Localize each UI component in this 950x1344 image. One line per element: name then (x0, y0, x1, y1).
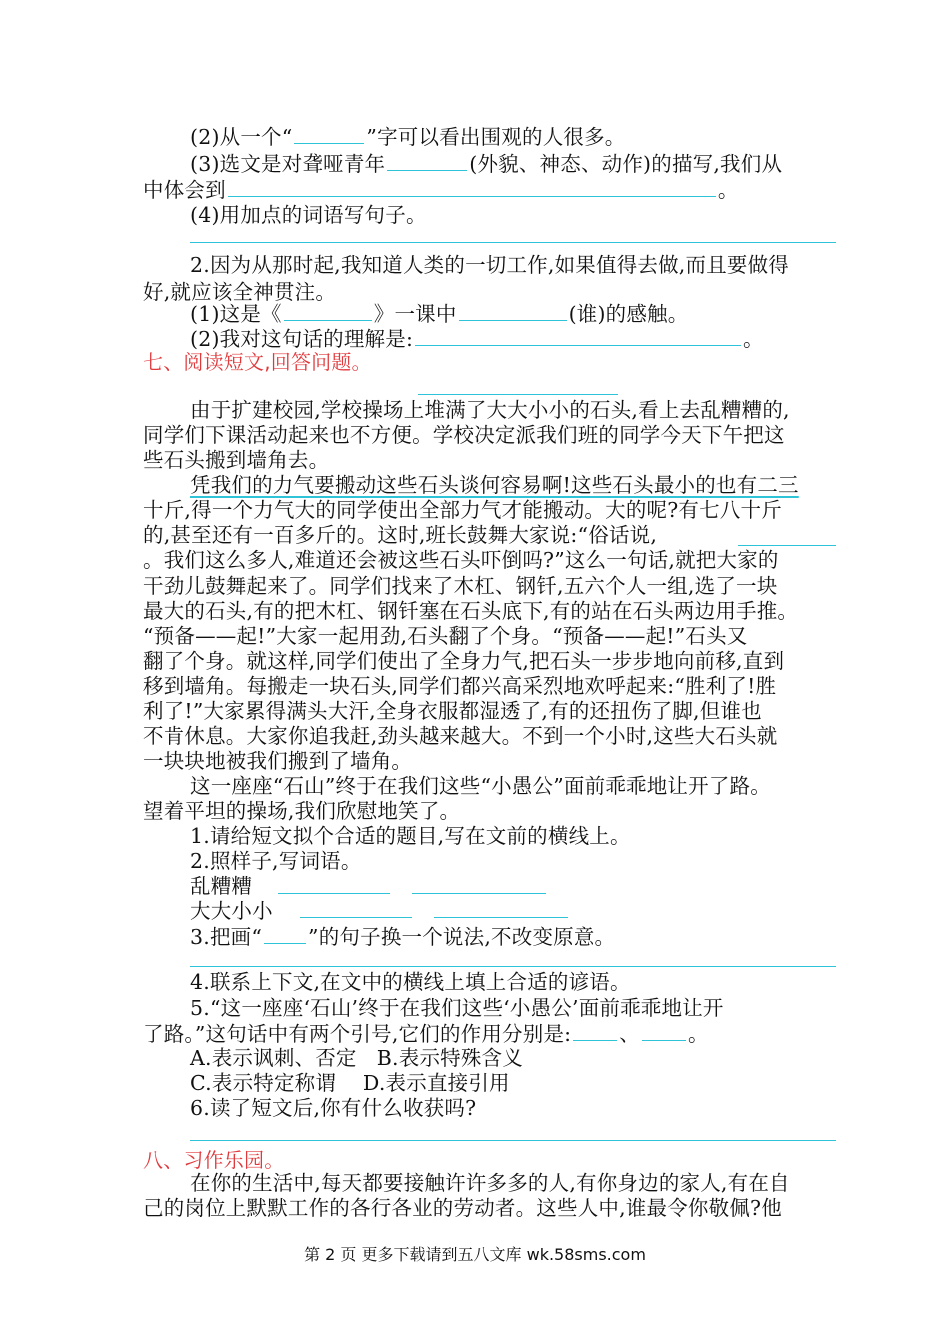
passage-line: 一块块地被我们搬到了墙角。 (143, 749, 413, 773)
s7-q6: 6.读了短文后,你有什么收获吗? (190, 1096, 477, 1120)
answer-line[interactable] (190, 242, 836, 243)
s7-q5-options-ab: A.表示讽刺、否定 B.表示特殊含义 (190, 1046, 523, 1070)
period: 。 (743, 327, 764, 351)
s7-q5-options-cd: C.表示特定称谓 D.表示直接引用 (190, 1071, 510, 1095)
s7-q3 (190, 923, 900, 950)
passage-line-underlined: 凭我们的力气要搬动这些石头谈何容易啊!这些石头最小的也有二三 (190, 473, 799, 497)
passage-line: 翻了个身。就这样,同学们使出了全身力气,把石头一步步地向前移,直到 (143, 649, 785, 673)
s7-q3-text-end: ”的句子换一个说法,不改变原意。 (308, 925, 616, 949)
s7-q4: 4.联系上下文,在文中的横线上填上合适的谚语。 (190, 970, 631, 994)
q1-item3-cont (143, 176, 853, 203)
q1-item3-text: (3)选文是对聋哑青年 (190, 152, 386, 176)
page-footer: 第 2 页 更多下载请到五八文库 wk.58sms.com (304, 1245, 646, 1264)
passage-line: 这一座座“石山”终于在我们这些“小愚公”面前乖乖地让开了路。 (190, 774, 771, 798)
section8-heading: 八、习作乐园。 (143, 1148, 285, 1172)
answer-blank[interactable] (642, 1020, 686, 1041)
q1-item2-text: (2)从一个“ (190, 125, 293, 149)
passage-line: 干劲儿鼓舞起来了。同学们找来了木杠、钢钎,五六个人一组,选了一块 (143, 574, 778, 598)
answer-blank[interactable] (573, 1020, 617, 1041)
s7-q2-word2: 大大小小 (190, 899, 273, 923)
title-answer-line[interactable] (418, 394, 618, 395)
passage-line: 由于扩建校园,学校操场上堆满了大大小小的石头,看上去乱糟糟的, (190, 398, 790, 422)
s7-q5-line2 (143, 1020, 853, 1047)
q2-item1 (190, 300, 900, 327)
answer-blank[interactable] (415, 325, 741, 346)
passage-line: 移到墙角。每搬走一块石头,同学们都兴高采烈地欢呼起来:“胜利了!胜 (143, 674, 777, 698)
passage-line: 望着平坦的操场,我们欣慰地笑了。 (143, 799, 461, 823)
section7-heading: 七、阅读短文,回答问题。 (143, 350, 372, 374)
s7-q5-line2-text: 了路。”这句话中有两个引号,它们的作用分别是: (143, 1022, 572, 1046)
q1-item2-text-end: ”字可以看出围观的人很多。 (366, 125, 626, 149)
underline-sample (264, 923, 306, 944)
answer-blank[interactable] (284, 300, 372, 321)
passage-line: 不肯休息。大家你追我赶,劲头越来越大。不到一个小时,这些大石头就 (143, 724, 778, 748)
answer-line[interactable] (190, 1140, 836, 1141)
answer-line[interactable] (190, 966, 836, 967)
passage-line: 十斤,得一个力气大的同学使出全部力气才能搬动。大的呢?有七八十斤 (143, 498, 782, 522)
s7-q1: 1.请给短文拟个合适的题目,写在文前的横线上。 (190, 824, 631, 848)
passage-line: 些石头搬到墙角去。 (143, 448, 330, 472)
answer-line[interactable] (434, 917, 568, 918)
answer-blank[interactable] (294, 123, 364, 144)
passage-line: 最大的石头,有的把木杠、钢钎塞在石头底下,有的站在石头两边用手推。 (143, 599, 799, 623)
passage-line: 的,甚至还有一百多斤的。这时,班长鼓舞大家说:“俗话说, (143, 523, 658, 547)
proverb-answer-line[interactable] (738, 545, 836, 546)
s8-line2: 己的岗位上默默工作的各行各业的劳动者。这些人中,谁最令你敬佩?他 (143, 1196, 782, 1220)
q2-item2-text: (2)我对这句话的理解是: (190, 327, 414, 351)
s7-q2: 2.照样子,写词语。 (190, 849, 362, 873)
period: 。 (717, 178, 739, 202)
passage-line: 。我们这么多人,难道还会被这些石头吓倒吗?”这么一句话,就把大家的 (143, 548, 779, 572)
q2-item2 (190, 325, 900, 352)
q2-line2: 好,就应该全神贯注。 (143, 280, 337, 304)
passage-line: “预备——起!”大家一起用劲,石头翻了个身。“预备——起!”石头又 (143, 624, 748, 648)
q2-item1-text-end: (谁)的感触。 (568, 302, 689, 326)
answer-blank[interactable] (459, 300, 567, 321)
s7-q5-line1: 5.“这一座座‘石山’终于在我们这些‘小愚公’面前乖乖地让开 (190, 996, 724, 1020)
answer-blank[interactable] (387, 150, 467, 171)
q1-item2 (190, 123, 900, 150)
passage-line: 同学们下课活动起来也不方便。学校决定派我们班的同学今天下午把这 (143, 423, 785, 447)
q1-item4: (4)用加点的词语写句子。 (190, 203, 427, 227)
q1-item3-cont-text: 中体会到 (143, 178, 226, 202)
period: 。 (687, 1022, 709, 1046)
q2-item1-text: (1)这是《 (190, 302, 282, 326)
answer-blank[interactable] (228, 176, 716, 197)
q2-line1: 2.因为从那时起,我知道人类的一切工作,如果值得去做,而且要做得 (190, 253, 790, 277)
q1-item3-text-end: (外貌、神态、动作)的描写,我们从 (469, 152, 783, 176)
q1-item3 (190, 150, 900, 177)
separator: 、 (619, 1022, 640, 1046)
answer-line[interactable] (278, 893, 390, 894)
answer-line[interactable] (412, 893, 546, 894)
s7-q3-text: 3.把画“ (190, 925, 263, 949)
passage-line: 利了!”大家累得满头大汗,全身衣服都湿透了,有的还扭伤了脚,但谁也 (143, 699, 762, 723)
answer-line[interactable] (300, 917, 412, 918)
s7-q2-word1: 乱糟糟 (190, 874, 253, 898)
q2-item1-text-mid: 》一课中 (373, 302, 457, 326)
s8-line1: 在你的生活中,每天都要接触许许多多的人,有你身边的家人,有在自 (190, 1171, 790, 1195)
